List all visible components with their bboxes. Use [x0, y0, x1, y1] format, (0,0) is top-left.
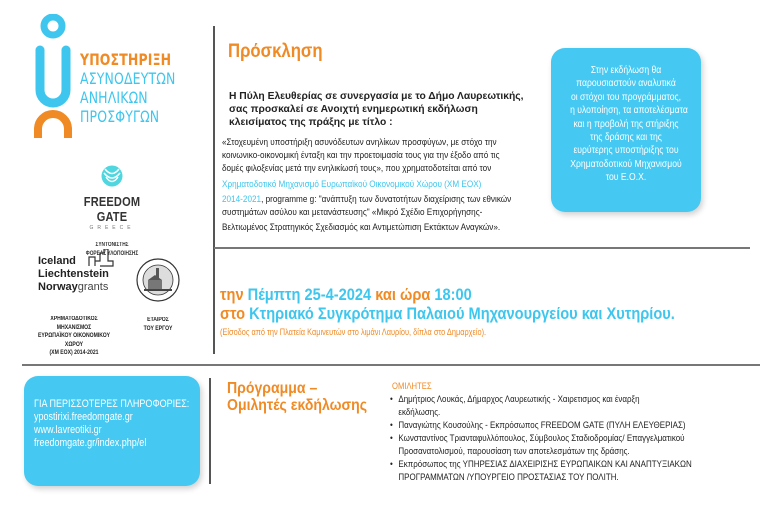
eea-line-3-light: grants [77, 281, 109, 293]
program-title-line-2: Ομιλητές εκδήλωσης [227, 397, 368, 414]
freedom-gate-role-1: ΣΥΝΤΟΝΙΣΤΗΣ [95, 242, 129, 248]
program-title-line-1: Πρόγραμμα – [227, 380, 318, 397]
speaker-3-line-2: Προσανατολισμού, παρουσίαση των αποτελεσμάτων της δράσης. [398, 446, 630, 457]
prefix-time: και ώρα [375, 285, 431, 304]
info-line-6: της δράσης και της [590, 132, 662, 144]
eea-line-1: Iceland [38, 255, 76, 267]
contact-link-lavreotiki[interactable]: www.lavreotiki.gr [34, 424, 102, 436]
project-logo-icon [34, 14, 72, 139]
contact-link-freedomgate[interactable]: freedomgate.gr/index.php/el [34, 437, 147, 449]
body-line-6: συστημάτων ασύλου και μετανάστευσης" «Μικρό Σχέδιο Επιχορήγησης- [222, 207, 483, 218]
freedom-gate-sub: GREECE [89, 225, 135, 231]
info-line-1: Στην εκδήλωση θα [590, 65, 662, 76]
speaker-1-line-1: • Δημήτριος Λουκάς, Δήμαρχος Λαυρεωτικής - Χαιρετισμος και έναρξη [398, 394, 640, 405]
vertical-divider-bottom [209, 378, 211, 484]
eea-line-2: Liechtenstein [38, 268, 109, 280]
intro-line-1: Η Πύλη Ελευθερίας σε συνεργασία με το Δήμο Λαυρεωτικής, [229, 90, 524, 102]
event-date-time [220, 285, 472, 305]
freedom-gate-name: FREEDOM GATE [83, 194, 141, 224]
freedom-gate-emblem-icon [99, 165, 125, 187]
body-line-7: Βελτιωμένος Στρατηγικός Σχεδιασμός και Αντιμετώπιση Εκτάκτων Αναγκών». [222, 222, 501, 233]
invitation-body [222, 136, 512, 234]
eea-note-line-1: ΧΡΗΜΑΤΟΔΟΤΙΚΟΣ ΜΗΧΑΝΙΣΜΟΣ [50, 316, 98, 331]
speaker-3-line-1: • Κωνσταντίνος Τριανταφυλλόπουλος, Σύμβουλος Σταδιοδρομίας/ Επαγγελματικού [398, 433, 685, 444]
event-day: Πέμπτη 25-4-2024 [243, 285, 376, 304]
contact-info-box [24, 376, 200, 486]
info-line-3: οι στόχοι του προγράμματος, [570, 91, 682, 103]
intro-line-3: κλεισίματος της πράξης με τίτλο : [229, 116, 393, 128]
info-line-8: Χρηματοδοτικού Μηχανισμού [570, 158, 682, 170]
invitation-intro [229, 90, 543, 129]
event-place [220, 304, 675, 324]
vertical-divider-top [213, 26, 215, 354]
body-line-2: κοινωνικο-οικονομική ένταξη και την προετοιμασία τους για την έξοδο από τις [222, 150, 500, 161]
horizontal-divider-mid [214, 247, 750, 249]
partner-note [136, 316, 180, 333]
freedom-gate-logo [62, 165, 162, 259]
speaker-4-line-1: • Εκπρόσωπος της ΥΠΗΡΕΣΙΑΣ ΔΙΑΧΕΙΡΙΣΗΣ ΕΥΡΩΠΑΙΚΩΝ ΚΑΙ ΑΝΑΠΤΥΞΙΑΚΩΝ [398, 459, 692, 470]
intro-line-2: σας προσκαλεί σε Ανοιχτή ενημερωτική εκδήλωση [229, 103, 478, 115]
logo-line-4: ΠΡΟΣΦΥΓΩΝ [80, 107, 160, 126]
body-line-5: , programme g: "ανάπτυξη των δυνατοτήτων διαχείρισης των εθνικών [261, 194, 512, 205]
info-line-2: παρουσιαστούν αναλυτικά [576, 78, 676, 90]
event-time: 18:00 [430, 285, 472, 304]
speaker-item [390, 419, 709, 432]
prefix-day: την [220, 285, 244, 304]
project-logo-text [80, 50, 202, 126]
speakers-list [390, 393, 709, 484]
event-info-box [551, 48, 701, 212]
eea-grants-icon [88, 249, 114, 267]
speaker-item [390, 393, 709, 419]
info-line-9: του Ε.Ο.Χ. [605, 172, 647, 184]
logo-line-3: ΑΝΗΛΙΚΩΝ [80, 88, 148, 107]
invitation-title: Πρόσκληση [228, 41, 323, 62]
speaker-item [390, 458, 709, 484]
eea-funding-note [35, 315, 113, 358]
eea-grants-logo [38, 255, 128, 294]
contact-link-ypostirixi[interactable]: ypostirixi.freedomgate.gr [34, 411, 133, 423]
speaker-4-line-2: ΠΡΟΓΡΑΜΜΑΤΩΝ /ΥΠΟΥΡΓΕΙΟ ΠΡΟΣΤΑΣΙΑΣ ΤΟΥ ΠΟΛΙΤΗ. [398, 472, 619, 483]
speakers-heading: ΟΜΙΛΗΤΕΣ [392, 381, 432, 391]
funding-mechanism-name: Χρηματοδοτικό Μηχανισμό Ευρωπαϊκού Οικονομικού Χώρου (ΧΜ ΕΟΧ) [222, 179, 482, 190]
partner-note-line-2: ΤΟΥ ΕΡΓΟΥ [143, 325, 173, 332]
logo-line-1: ΥΠΟΣΤΗΡΙΞΗ [80, 50, 172, 69]
eea-note-line-3: (ΧΜ ΕΟΧ) 2014-2021 [49, 350, 99, 356]
eea-line-3-bold: Norway [38, 281, 78, 293]
speaker-2-line-1: • Παναγιώτης Κουσούλης - Εκπρόσωπος FREEDOM GATE (ΠΥΛΗ ΕΛΕΥΘΕΡΙΑΣ) [398, 420, 686, 431]
body-line-1: «Στοχευμένη υποστήριξη ασυνόδευτων ανηλίκων προσφύγων, με στόχο την [222, 137, 497, 148]
speaker-1-line-2: εκδήλωσης. [398, 407, 441, 418]
municipality-seal-icon [136, 258, 180, 302]
info-line-7: ευρύτερης υποστήριξης του [573, 145, 679, 157]
event-venue: Κτηριακό Συγκρότημα Παλαιού Μηχανουργείου και Χυτηρίου. [245, 304, 675, 323]
partner-note-line-1: ΕΤΑΙΡΟΣ [147, 317, 169, 323]
eea-note-line-2: ΕΥΡΩΠΑΪΚΟΥ ΟΙΚΟΝΟΜΙΚΟΥ ΧΩΡΟΥ [38, 333, 110, 348]
freedom-gate-role-2: ΦΟΡΕΑΣ ΥΛΟΠΟΙΗΣΗΣ [85, 251, 139, 257]
speaker-item [390, 432, 709, 458]
logo-line-2: ΑΣΥΝΟΔΕΥΤΩΝ [80, 69, 176, 88]
horizontal-divider-main [22, 364, 760, 366]
info-line-5: και η προβολή της στήριξης [573, 118, 679, 130]
program-title [227, 380, 367, 414]
contact-heading: ΓΙΑ ΠΕΡΙΣΣΟΤΕΡΕΣ ΠΛΗΡΟΦΟΡΙΕΣ: [34, 398, 190, 410]
info-line-4: η υλοποίηση, τα αποτελέσματα [570, 105, 688, 117]
funding-period: 2014-2021 [222, 194, 262, 205]
body-line-3: δομές φιλοξενίας μετά την ενηλικίωσή τους», που χρηματοδοτείται από τον [222, 163, 492, 174]
prefix-place: στο [220, 304, 246, 323]
event-entrance-note: (Είσοδος από την Πλατεία Καμινευτών στο λιμάνι Λαυρίου, δίπλα στο Δημαρχείο). [220, 327, 487, 337]
